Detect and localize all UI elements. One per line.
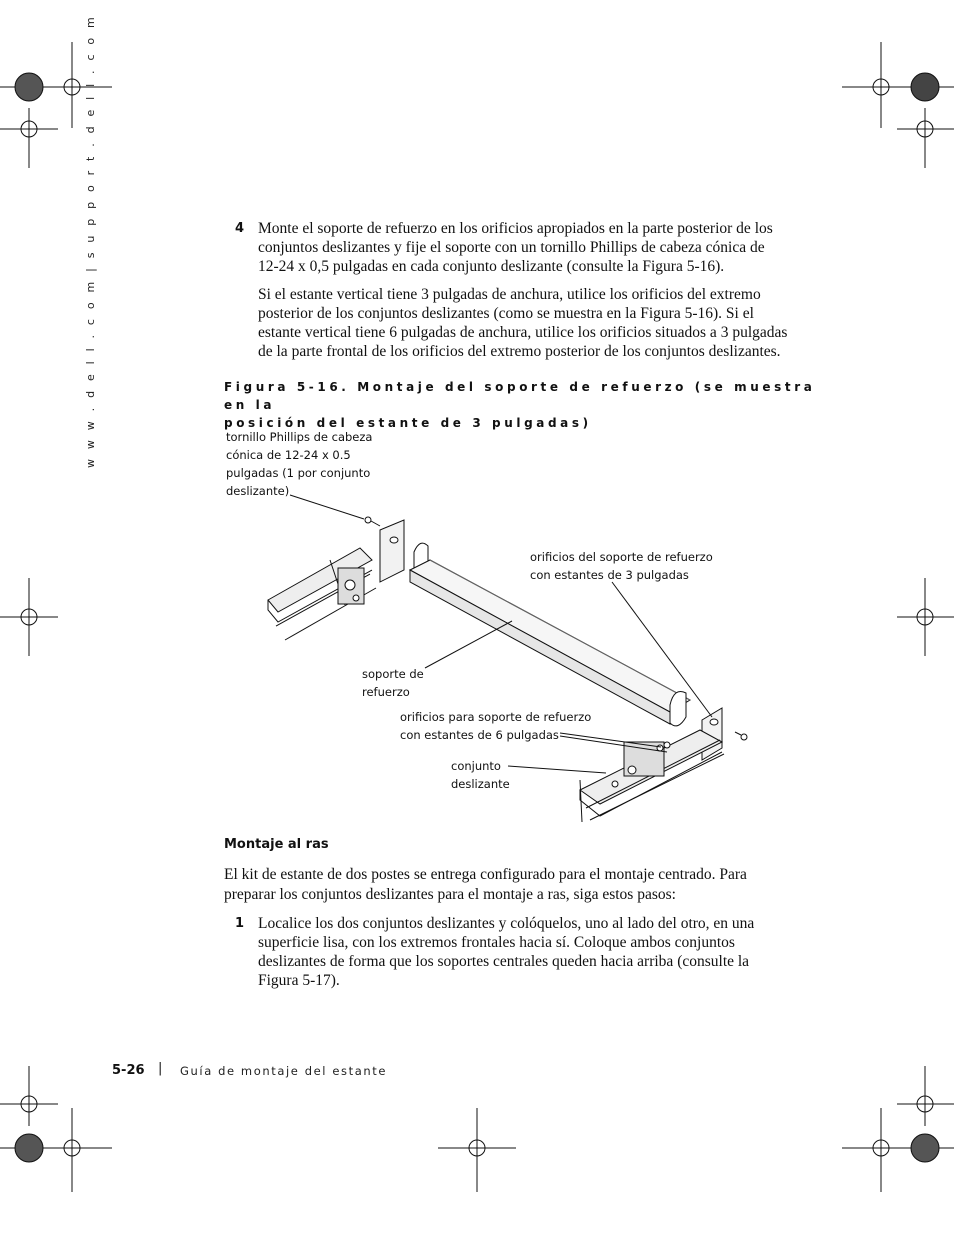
- side-url: w w w . d e l l . c o m | s u p p o r t . d e l l . c o m: [84, 14, 97, 468]
- callout-bracket-line-2: refuerzo: [362, 685, 410, 699]
- callout-holes-6in-line-2: con estantes de 6 pulgadas: [400, 728, 559, 742]
- callout-bracket-line-1: soporte de: [362, 667, 424, 681]
- callout-holes-3in: [530, 548, 713, 584]
- step1-line-3: deslizantes de forma que los soportes centrales queden hacia arriba (consulte la: [258, 953, 750, 970]
- section-intro-line-1: El kit de estante de dos postes se entrega configurado para el montaje centrado. Para: [224, 866, 747, 883]
- callout-holes-6in-line-1: orificios para soporte de refuerzo: [400, 710, 592, 724]
- section-heading: Montaje al ras: [224, 837, 329, 852]
- step1-line-1: Localice los dos conjuntos deslizantes y colóquelos, uno al lado del otro, en una: [258, 915, 755, 932]
- footer-separator: |: [158, 1061, 163, 1076]
- step1-line-4: Figura 5-17).: [258, 972, 340, 989]
- figure-caption-line-1: Figura 5-16. Montaje del soporte de refuerzo (se muestra en la: [224, 380, 816, 412]
- step4-p2-line-4: de la parte frontal de los orificios del extremo posterior de los conjuntos deslizantes.: [258, 343, 781, 360]
- callout-screw-line-1: tornillo Phillips de cabeza: [226, 430, 373, 444]
- callout-slide-line-1: conjunto: [451, 759, 501, 773]
- callout-slide-line-2: deslizante: [451, 777, 510, 791]
- step-number-4: 4: [235, 221, 245, 236]
- callout-holes-6in: [400, 708, 591, 744]
- page-number: 5-26: [112, 1063, 145, 1078]
- step4-line-3: 12-24 x 0,5 pulgadas en cada conjunto deslizante (consulte la Figura 5-16).: [258, 258, 725, 275]
- callout-screw-line-4: deslizante): [226, 484, 290, 498]
- callout-holes-3in-line-1: orificios del soporte de refuerzo: [530, 550, 713, 564]
- callout-holes-3in-line-2: con estantes de 3 pulgadas: [530, 568, 689, 582]
- step4-line-1: Monte el soporte de refuerzo en los orificios apropiados en la parte posterior de los: [258, 220, 773, 237]
- callout-slide: [451, 757, 510, 793]
- callout-bracket: [362, 665, 424, 701]
- step4-line-2: conjuntos deslizantes y fije el soporte con un tornillo Phillips de cabeza cónica de: [258, 239, 765, 256]
- step4-p2-line-1: Si el estante vertical tiene 3 pulgadas de anchura, utilice los orificios del extremo: [258, 286, 761, 303]
- step4-p2-line-2: posterior de los conjuntos deslizantes (como se muestra en la Figura 5-16). Si el: [258, 305, 754, 322]
- figure-caption-line-2: posición del estante de 3 pulgadas): [224, 416, 592, 430]
- step-number-1: 1: [235, 916, 245, 931]
- callout-screw: [226, 428, 372, 500]
- step4-p2-line-3: estante vertical tiene 6 pulgadas de anchura, utilice los orificios situados a 3 pulgadas: [258, 324, 788, 341]
- footer-title: Guía de montaje del estante: [180, 1064, 388, 1078]
- callout-screw-line-2: cónica de 12-24 x 0.5: [226, 448, 351, 462]
- section-intro-line-2: preparar los conjuntos deslizantes para el montaje a ras, siga estos pasos:: [224, 886, 676, 903]
- step1-line-2: superficie lisa, con los extremos frontales hacia sí. Coloque ambos conjuntos: [258, 934, 735, 951]
- callout-screw-line-3: pulgadas (1 por conjunto: [226, 466, 371, 480]
